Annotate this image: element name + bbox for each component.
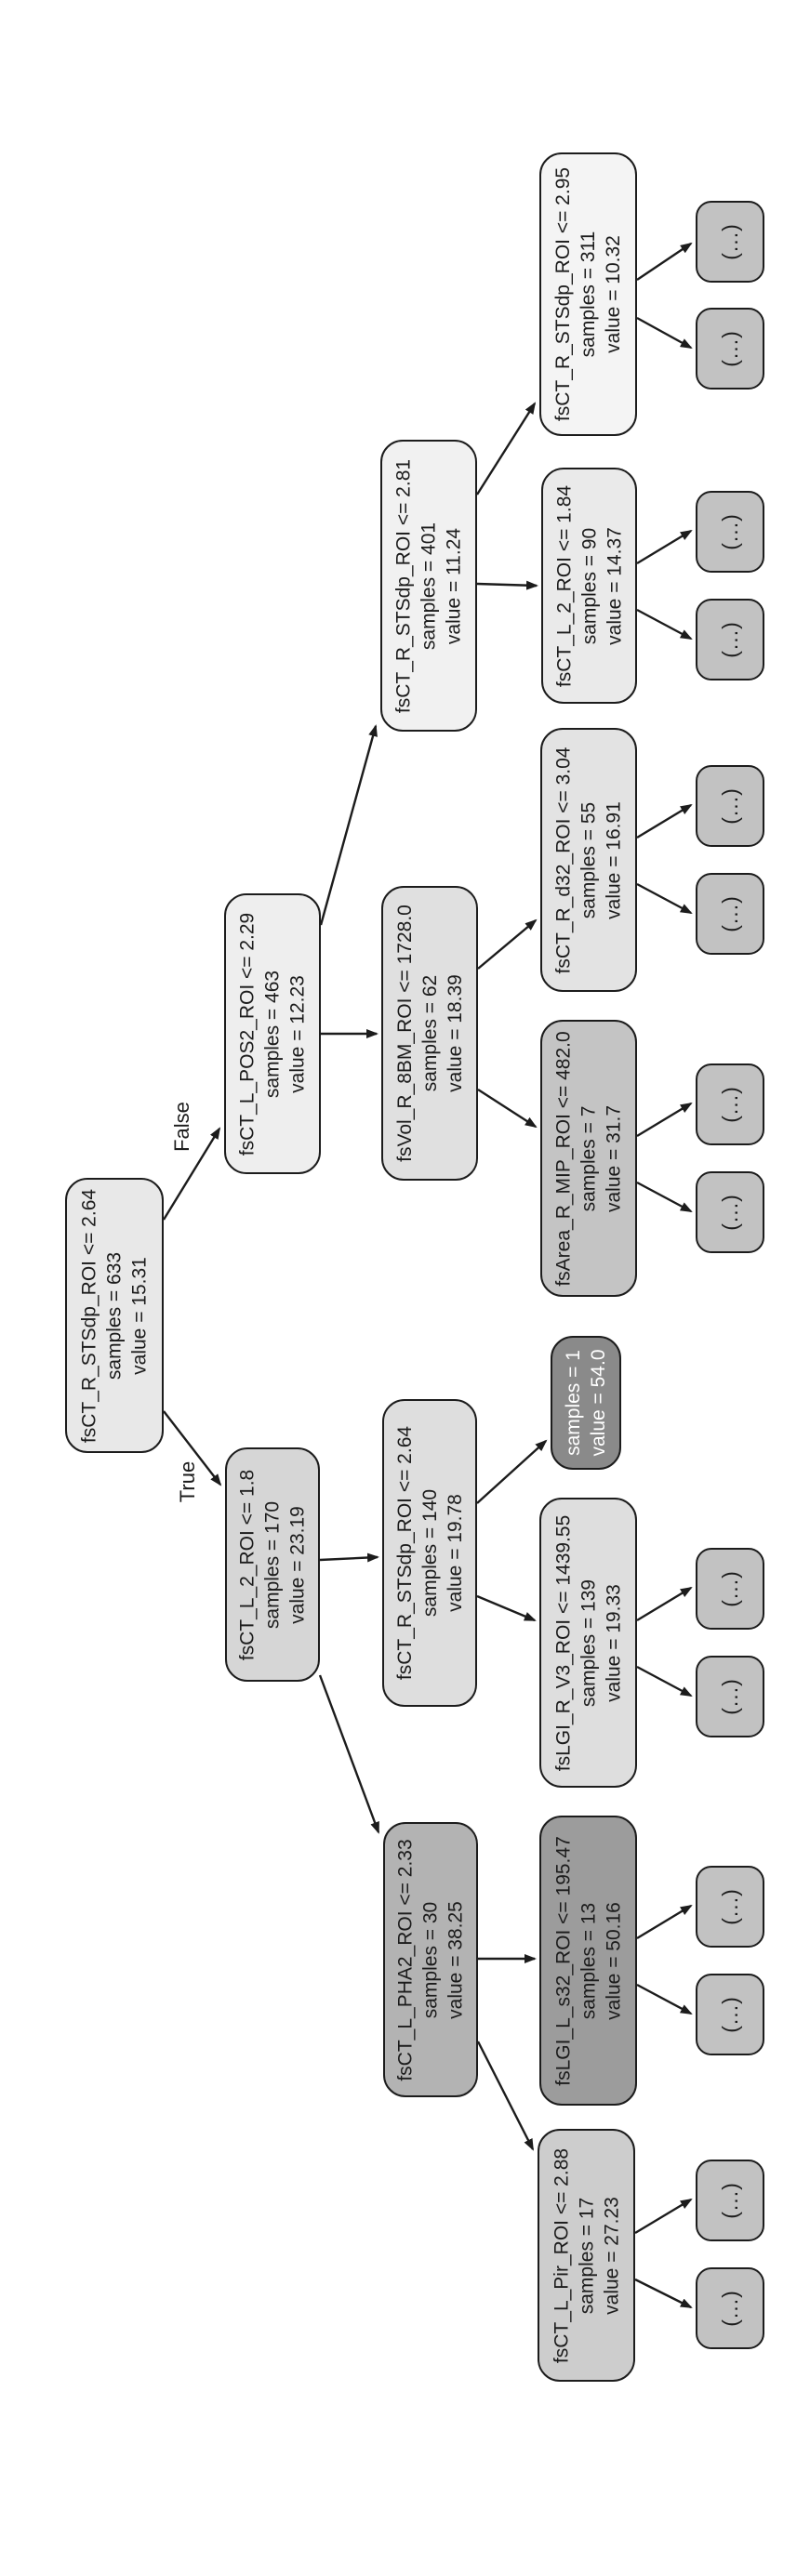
edge-n9-leaf6: [637, 884, 691, 913]
tree-node-n10-text: [551, 1020, 627, 1297]
tree-leaf-4: [696, 599, 764, 680]
tree-node-n4-text: [392, 886, 468, 1181]
node-condition: fsCT_L_Pir_ROI <= 2.88: [551, 2147, 572, 2363]
tree-leaf-8: [696, 1171, 764, 1253]
leaf-label: (...): [718, 1086, 742, 1123]
node-samples: samples = 30: [419, 1901, 442, 2018]
tree-node-n9: [540, 728, 637, 992]
node-samples: samples = 62: [418, 974, 441, 1092]
node-samples: samples = 633: [103, 1251, 126, 1380]
tree-node-n9-text: [551, 728, 627, 992]
branch-label-true: True: [176, 1460, 199, 1503]
tree-node-n2-text: [235, 1447, 311, 1682]
tree-leaf-10: [696, 1656, 764, 1737]
edge-n12-leaf10: [637, 1667, 691, 1696]
edge-n10-leaf8: [637, 1182, 691, 1211]
edge-n5-n12: [477, 1596, 535, 1620]
node-value: value = 54.0: [588, 1349, 609, 1457]
leaf-label: (...): [718, 895, 742, 932]
tree-node-n11-terminal: [551, 1336, 621, 1470]
node-condition: fsCT_R_STSdp_ROI <= 2.64: [78, 1188, 100, 1443]
tree-node-root: [65, 1178, 164, 1453]
edge-n13-leaf11: [637, 1906, 691, 1938]
node-condition: fsCT_L_2_ROI <= 1.84: [553, 484, 575, 687]
tree-node-n12: [539, 1498, 637, 1788]
node-value: value = 31.7: [603, 1104, 625, 1212]
tree-node-n14-text: [549, 2129, 624, 2382]
edge-n5-n11: [477, 1441, 546, 1503]
tree-leaf-6: [696, 873, 764, 955]
leaf-label: (...): [718, 1996, 742, 2033]
tree-node-n4: [381, 886, 478, 1181]
edge-n10-leaf7: [637, 1103, 691, 1136]
leaf-label: (...): [718, 621, 742, 658]
edge-n8-leaf4: [637, 610, 691, 639]
branch-label-false: False: [170, 1102, 193, 1152]
tree-leaf-14: [696, 2267, 764, 2349]
node-samples: samples = 7: [578, 1105, 600, 1211]
leaf-label: (...): [718, 1888, 742, 1925]
tree-node-root-text: [77, 1178, 153, 1453]
tree-node-n3: [380, 440, 477, 732]
tree-node-n1-text: [235, 893, 311, 1174]
node-value: value = 18.39: [444, 974, 466, 1092]
node-condition: fsLGI_L_s32_ROI <= 195.47: [552, 1835, 574, 2086]
tree-node-n14: [538, 2129, 635, 2382]
leaf-label: (...): [718, 2290, 742, 2327]
node-value: value = 19.33: [603, 1583, 624, 1702]
edge-n2-n5: [320, 1557, 378, 1560]
tree-node-n8-text: [551, 468, 627, 704]
node-samples: samples = 311: [578, 231, 599, 358]
tree-node-n1: [224, 893, 321, 1174]
edge-n4-n10: [478, 1090, 536, 1127]
node-value: value = 16.91: [603, 800, 625, 919]
tree-leaf-2: [696, 308, 764, 390]
node-samples: samples = 1: [563, 1350, 584, 1456]
edge-n3-n7: [477, 403, 535, 495]
edge-n14-leaf14: [635, 2279, 691, 2307]
node-samples: samples = 55: [578, 801, 600, 918]
node-samples: samples = 463: [261, 970, 284, 1098]
tree-leaf-9: [696, 1548, 764, 1630]
leaf-label: (...): [718, 1570, 742, 1607]
tree-node-n13: [539, 1816, 637, 2106]
tree-node-n13-text: [551, 1816, 626, 2106]
node-samples: samples = 13: [578, 1902, 599, 2019]
edge-n14-leaf13: [635, 2200, 691, 2233]
node-value: value = 10.32: [603, 235, 624, 353]
tree-node-n12-text: [551, 1498, 626, 1788]
node-condition: fsCT_L_PHA2_ROI <= 2.33: [394, 1838, 417, 2081]
tree-leaf-3: [696, 491, 764, 573]
leaf-label: (...): [718, 513, 742, 550]
node-value: value = 50.16: [603, 1901, 624, 2020]
edge-n1-n3: [321, 726, 376, 925]
edge-n2-n6: [320, 1675, 378, 1832]
leaf-label: (...): [718, 2182, 742, 2219]
tree-leaf-1: [696, 201, 764, 283]
node-value: value = 11.24: [443, 527, 465, 644]
node-condition: fsLGI_R_V3_ROI <= 1439.55: [552, 1514, 574, 1771]
node-value: value = 38.25: [445, 1900, 467, 2019]
tree-leaf-13: [696, 2160, 764, 2241]
edge-n12-leaf9: [637, 1588, 691, 1620]
node-value: value = 15.31: [128, 1256, 151, 1375]
edge-n13-leaf12: [637, 1985, 691, 2014]
leaf-label: (...): [718, 1678, 742, 1715]
tree-node-n2: [225, 1447, 320, 1682]
node-value: value = 19.78: [444, 1494, 466, 1612]
node-samples: samples = 401: [418, 522, 440, 650]
node-value: value = 14.37: [604, 526, 625, 645]
tree-node-n6-text: [393, 1822, 469, 2097]
edge-n7-leaf1: [637, 244, 691, 280]
node-samples: samples = 139: [578, 1579, 599, 1707]
node-condition: fsCT_R_d32_ROI <= 3.04: [552, 746, 575, 973]
node-condition: fsVol_R_8BM_ROI <= 1728.0: [393, 905, 416, 1162]
tree-node-n5-text: [392, 1399, 468, 1707]
node-samples: samples = 170: [261, 1500, 284, 1629]
node-samples: samples = 90: [578, 527, 600, 644]
node-condition: fsCT_L_2_ROI <= 1.8: [236, 1469, 259, 1660]
tree-leaf-12: [696, 1974, 764, 2055]
leaf-label: (...): [718, 787, 742, 825]
tree-leaf-11: [696, 1866, 764, 1948]
node-value: value = 23.19: [286, 1505, 309, 1624]
tree-leaf-5: [696, 765, 764, 847]
node-samples: samples = 140: [418, 1488, 441, 1618]
node-condition: fsArea_R_MIP_ROI <= 482.0: [552, 1030, 575, 1287]
edge-n8-leaf3: [637, 531, 691, 563]
tree-node-n7: [539, 152, 637, 436]
edge-n7-leaf2: [637, 318, 691, 348]
tree-node-n10: [540, 1020, 637, 1297]
edge-n6-n14: [478, 2041, 533, 2149]
tree-node-n3-text: [392, 440, 467, 732]
node-condition: fsCT_R_STSdp_ROI <= 2.95: [552, 166, 574, 422]
node-value: value = 27.23: [601, 2196, 622, 2315]
node-condition: fsCT_R_STSdp_ROI <= 2.64: [393, 1425, 416, 1681]
tree-node-n5: [382, 1399, 477, 1707]
edge-n9-leaf5: [637, 805, 691, 838]
node-condition: fsCT_L_POS2_ROI <= 2.29: [236, 912, 259, 1156]
node-value: value = 12.23: [286, 974, 309, 1093]
edge-n3-n8: [477, 584, 537, 586]
tree-leaf-7: [696, 1063, 764, 1145]
leaf-label: (...): [718, 1194, 742, 1231]
node-condition: fsCT_R_STSdp_ROI <= 2.81: [392, 458, 415, 713]
leaf-label: (...): [718, 330, 742, 367]
tree-node-n8: [541, 468, 637, 704]
leaf-label: (...): [718, 223, 742, 260]
tree-node-n11-text: [561, 1336, 611, 1470]
tree-node-n6: [383, 1822, 478, 2097]
edge-n4-n9: [478, 920, 536, 969]
node-samples: samples = 17: [576, 2197, 597, 2314]
tree-node-n7-text: [551, 152, 626, 436]
